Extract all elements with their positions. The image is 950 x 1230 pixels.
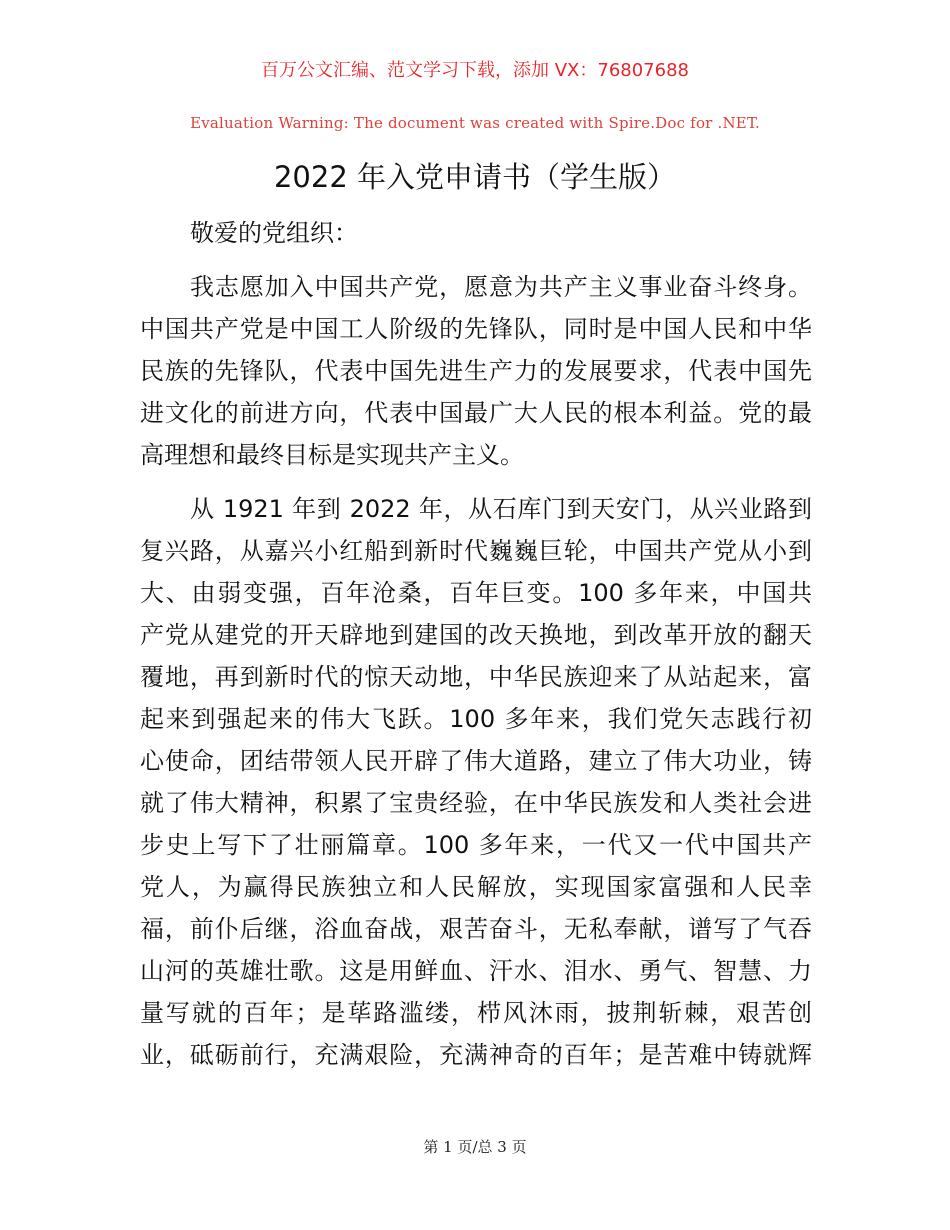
text-line: 山河的英雄壮歌。这是用鲜血、汗水、泪水、勇气、智慧、力 <box>140 957 812 985</box>
paragraph-2 <box>140 488 812 1076</box>
document-body <box>140 212 812 1088</box>
page-footer: 第 1 页/总 3 页 <box>423 1138 527 1156</box>
text-line: 中国共产党是中国工人阶级的先锋队，同时是中国人民和中华 <box>140 315 812 343</box>
text-line: 复兴路，从嘉兴小红船到新时代巍巍巨轮，中国共产党从小到 <box>140 537 812 565</box>
text-line: 福，前仆后继，浴血奋战，艰苦奋斗，无私奉献，谱写了气吞 <box>140 915 812 943</box>
paragraph-1 <box>140 266 812 476</box>
promo-banner: 百万公文汇编、范文学习下载，添加 VX：76807688 <box>261 60 689 81</box>
text-line: 业，砥砺前行，充满艰险，充满神奇的百年；是苦难中铸就辉 <box>140 1041 812 1069</box>
text-line: 进文化的前进方向，代表中国最广大人民的根本利益。党的最 <box>140 399 812 427</box>
text-line: 从 1921 年到 2022 年，从石库门到天安门，从兴业路到 <box>190 495 812 523</box>
text-line: 民族的先锋队，代表中国先进生产力的发展要求，代表中国先 <box>140 357 812 385</box>
text-line: 起来到强起来的伟大飞跃。100 多年来，我们党矢志践行初 <box>140 705 812 733</box>
document-title: 2022 年入党申请书（学生版） <box>273 160 677 194</box>
text-line: 高理想和最终目标是实现共产主义。 <box>140 441 524 469</box>
text-line: 我志愿加入中国共产党，愿意为共产主义事业奋斗终身。 <box>190 273 812 301</box>
evaluation-warning: Evaluation Warning: The document was created with Spire.Doc for .NET. <box>190 114 760 132</box>
text-line: 就了伟大精神，积累了宝贵经验，在中华民族发和人类社会进 <box>140 789 812 817</box>
text-line: 大、由弱变强，百年沧桑，百年巨变。100 多年来，中国共 <box>140 579 812 607</box>
text-line: 产党从建党的开天辟地到建国的改天换地，到改革开放的翻天 <box>140 621 812 649</box>
text-line: 党人，为赢得民族独立和人民解放，实现国家富强和人民幸 <box>140 873 812 901</box>
salutation: 敬爱的党组织： <box>190 219 358 247</box>
text-line: 心使命，团结带领人民开辟了伟大道路，建立了伟大功业，铸 <box>140 747 812 775</box>
text-line: 量写就的百年；是荜路滥缕，栉风沐雨，披荆斩棘，艰苦创 <box>140 999 812 1027</box>
text-line: 步史上写下了壮丽篇章。100 多年来，一代又一代中国共产 <box>140 831 812 859</box>
text-line: 覆地，再到新时代的惊天动地，中华民族迎来了从站起来，富 <box>140 663 812 691</box>
